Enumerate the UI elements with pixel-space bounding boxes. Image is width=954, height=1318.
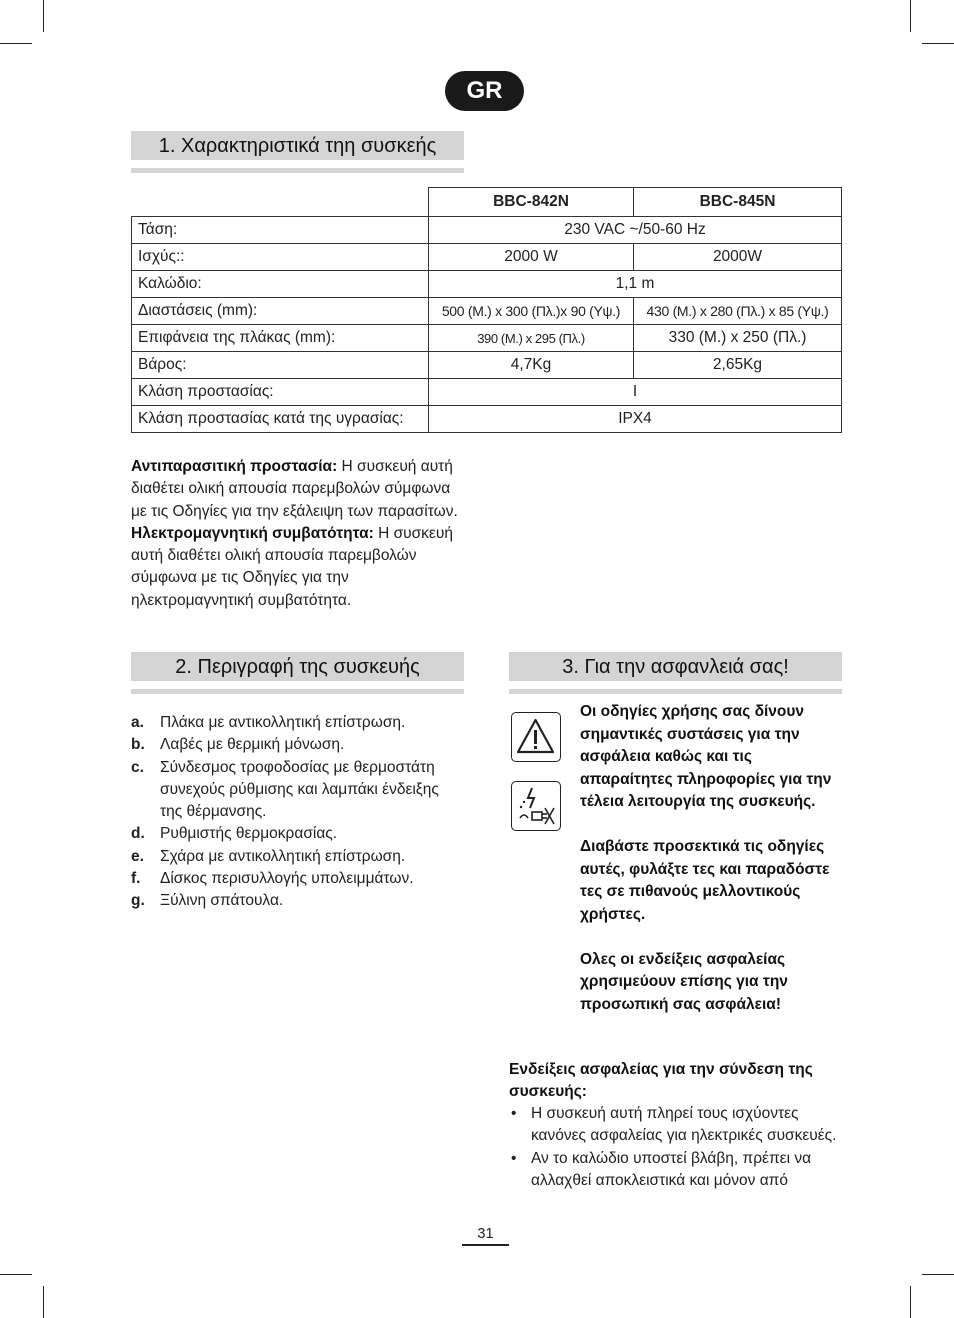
crop-mark <box>43 1286 44 1318</box>
list-item: • Η συσκευή αυτή πληρεί τους ισχύοντες κανόνες ασφαλείας για ηλεκτρικές συσκευές. <box>509 1103 842 1148</box>
list-item <box>131 868 461 890</box>
crop-mark <box>0 1274 32 1275</box>
safety-paragraph-3: Ολες οι ενδείξεις ασφαλείας χρησιμεύουν επίσης για την προσωπική σας ασφάλεια! <box>580 950 788 1013</box>
table-header-row <box>132 188 842 217</box>
list-item <box>131 712 461 734</box>
list-item <box>131 846 461 868</box>
safety-intro <box>580 701 842 1039</box>
crop-mark <box>910 0 911 32</box>
list-item <box>131 890 461 912</box>
row-value-2: 2000W <box>634 244 842 271</box>
item-text: Σύνδεσμος τροφοδοσίας με θερμοστάτη συνεχούς ρύθμισης και λαμπάκι ένδειξης της θέρμανσης. <box>160 758 439 821</box>
table-row <box>132 244 842 271</box>
row-label: Ισχύς:: <box>132 244 429 271</box>
row-label: Καλώδιο: <box>132 271 429 298</box>
safety-paragraph-1: Οι οδηγίες χρήσης σας δίνουν σημαντικές συστάσεις για την ασφάλεια καθώς και τις απαραίτητες πληροφορίες για την τέλεια λειτουργία της συσκευής. <box>580 703 832 810</box>
row-value: I <box>429 379 842 406</box>
crop-mark <box>0 43 32 44</box>
safety-paragraph-2: Διαβάστε προσεκτικά τις οδηγίες αυτές, φυλάξτε τες και παραδόστε τες σε πιθανούς μελλοντικούς χρήστες. <box>580 838 830 923</box>
specs-table <box>131 187 842 433</box>
electrical-hazard-icon <box>511 781 561 831</box>
crop-mark <box>922 1274 954 1275</box>
table-row <box>132 325 842 352</box>
row-label: Επιφάνεια της πλάκας (mm): <box>132 325 429 352</box>
connection-safety-list <box>509 1103 842 1192</box>
emc-heading: Ηλεκτρομαγνητική συμβατότητα: <box>131 524 374 542</box>
row-label: Διαστάσεις (mm): <box>132 298 429 325</box>
section-2-title: 2. Περιγραφή της συσκευής <box>131 652 464 681</box>
language-badge: GR <box>445 71 524 111</box>
section-3-title: 3. Για την ασφανλειά σας! <box>509 652 842 681</box>
row-value: IPX4 <box>429 406 842 433</box>
row-value-2: 430 (Μ.) x 280 (Πλ.) x 85 (Υψ.) <box>634 298 842 325</box>
table-row <box>132 406 842 433</box>
row-value-2: 2,65Kg <box>634 352 842 379</box>
interference-text: Η συσκευή αυτή διαθέτει ολική απουσία παρεμβολών σύμφωνα με τις Οδηγίες για την εξάλειψη των παρασίτων. <box>131 458 458 520</box>
row-value-1: 2000 W <box>429 244 634 271</box>
list-item <box>131 823 461 845</box>
row-value: 230 VAC ~/50-60 Hz <box>429 217 842 244</box>
row-label: Κλάση προστασίας κατά της υγρασίας: <box>132 406 429 433</box>
crop-mark <box>910 1286 911 1318</box>
intro-text <box>131 456 464 612</box>
item-key: e. <box>131 847 144 865</box>
table-row <box>132 379 842 406</box>
table-row <box>132 298 842 325</box>
row-value-1: 500 (Μ.) x 300 (Πλ.)x 90 (Υψ.) <box>429 298 634 325</box>
parts-list <box>131 712 461 913</box>
row-label: Βάρος: <box>132 352 429 379</box>
interference-heading: Αντιπαρασιτική προστασία: <box>131 458 338 475</box>
section-3-rule <box>509 689 842 694</box>
row-value-1: 390 (Μ.) x 295 (Πλ.) <box>429 325 634 352</box>
item-text: Σχάρα με αντικολλητική επίστρωση. <box>160 847 406 865</box>
item-text: Ρυθμιστής θερμοκρασίας. <box>160 825 338 843</box>
model-header-1: BBC-842N <box>429 188 634 217</box>
item-key: a. <box>131 714 144 731</box>
section-2-rule <box>131 689 464 694</box>
row-value-1: 4,7Kg <box>429 352 634 379</box>
item-key: b. <box>131 736 145 754</box>
table-corner <box>132 188 429 217</box>
list-item: • Αν το καλώδιο υποστεί βλάβη, πρέπει να αλλαχθεί αποκλειστικά και μόνον από <box>509 1148 842 1193</box>
item-key: f. <box>131 870 141 888</box>
crop-mark <box>922 43 954 44</box>
item-text: Δίσκος περισυλλογής υπολειμμάτων. <box>160 870 414 888</box>
table-row <box>132 271 842 298</box>
section-1-rule <box>131 168 464 173</box>
row-value-2: 330 (Μ.) x 250 (Πλ.) <box>634 325 842 352</box>
model-header-2: BBC-845N <box>634 188 842 217</box>
emc-text: Η συσκευή αυτή διαθέτει ολική απουσία παρεμβολών σύμφωνα με τις Οδηγίες για την ηλεκτρομαγνητική συμβατότητα. <box>131 524 453 609</box>
item-text: Λαβές με θερμική μόνωση. <box>160 736 345 754</box>
item-key: g. <box>131 892 145 910</box>
item-text: Ξύλινη σπάτουλα. <box>160 892 284 910</box>
item-key: c. <box>131 758 144 776</box>
row-label: Τάση: <box>132 217 429 244</box>
item-text: Πλάκα με αντικολλητική επίστρωση. <box>160 714 406 731</box>
row-value: 1,1 m <box>429 271 842 298</box>
warning-triangle-icon <box>511 712 561 762</box>
table-row <box>132 352 842 379</box>
table-row <box>132 217 842 244</box>
list-item <box>131 757 461 824</box>
section-1-title: 1. Χαρακτηριστικά τηη συσκεής <box>131 131 464 160</box>
page-number: 31 <box>462 1224 509 1246</box>
row-label: Κλάση προστασίας: <box>132 379 429 406</box>
item-key: d. <box>131 825 145 843</box>
crop-mark <box>43 0 44 32</box>
connection-safety-title: Ενδείξεις ασφαλείας για την σύνδεση της συσκευής: <box>509 1061 813 1101</box>
list-item <box>131 734 461 756</box>
